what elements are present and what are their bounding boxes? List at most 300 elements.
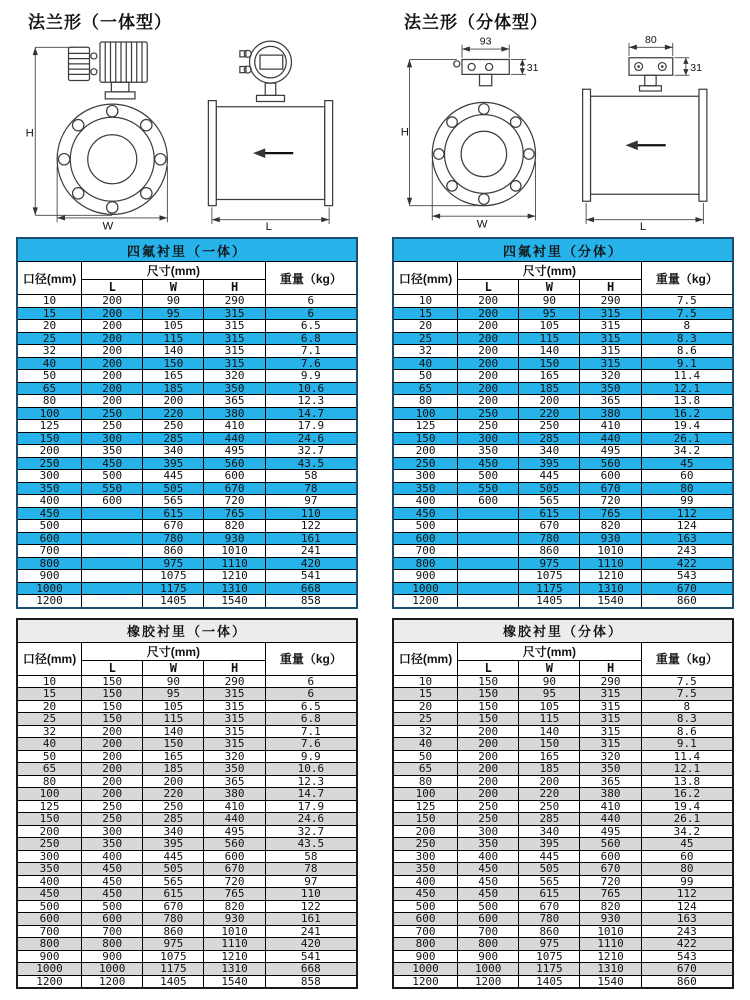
table-cell: 200 bbox=[82, 725, 143, 738]
table-cell: 250 bbox=[82, 800, 143, 813]
table-cell: 80 bbox=[641, 863, 733, 876]
table-cell: 32 bbox=[17, 725, 82, 738]
table-cell: 200 bbox=[82, 357, 143, 370]
table-cell: 820 bbox=[580, 520, 641, 533]
table-cell: 13.8 bbox=[641, 395, 733, 408]
table-row bbox=[17, 888, 357, 901]
table-rubber-integrated bbox=[16, 618, 358, 990]
table-cell: 1540 bbox=[204, 595, 265, 608]
table-cell: 315 bbox=[204, 700, 265, 713]
table-row bbox=[17, 713, 357, 726]
integrated-drawings bbox=[16, 35, 358, 233]
table-cell: 95 bbox=[519, 307, 580, 320]
table-cell: 200 bbox=[82, 750, 143, 763]
table-cell: 220 bbox=[143, 788, 204, 801]
table-cell: 220 bbox=[519, 788, 580, 801]
table-cell: 1010 bbox=[580, 925, 641, 938]
table-row bbox=[393, 750, 733, 763]
split-drawings bbox=[392, 35, 734, 233]
table-cell: 150 bbox=[519, 357, 580, 370]
table-cell: 200 bbox=[82, 320, 143, 333]
table-cell: 440 bbox=[580, 432, 641, 445]
table-cell: 1200 bbox=[82, 975, 143, 988]
table-cell: 670 bbox=[580, 482, 641, 495]
table-cell: 25 bbox=[393, 332, 458, 345]
table-cell: 600 bbox=[82, 913, 143, 926]
table-cell: 43.5 bbox=[265, 457, 357, 470]
table-row bbox=[393, 875, 733, 888]
table-cell: 315 bbox=[204, 320, 265, 333]
table-header bbox=[393, 619, 733, 676]
table-cell: 1540 bbox=[204, 975, 265, 988]
table-cell: 17.9 bbox=[265, 800, 357, 813]
table-cell: 860 bbox=[641, 595, 733, 608]
table-cell: 320 bbox=[204, 370, 265, 383]
table-cell: 25 bbox=[17, 332, 82, 345]
table-cell: 161 bbox=[265, 532, 357, 545]
table-cell: 860 bbox=[641, 975, 733, 988]
table-cell: 9.1 bbox=[641, 738, 733, 751]
table-cell: 668 bbox=[265, 963, 357, 976]
table-title: 四氟衬里（分体） bbox=[393, 238, 733, 262]
table-row bbox=[393, 470, 733, 483]
table-cell: 1200 bbox=[17, 975, 82, 988]
table-cell: 6 bbox=[265, 675, 357, 688]
table-cell: 900 bbox=[393, 570, 458, 583]
table-cell: 6.8 bbox=[265, 713, 357, 726]
table-row bbox=[393, 357, 733, 370]
table-cell: 243 bbox=[641, 545, 733, 558]
table-cell: 32.7 bbox=[265, 825, 357, 838]
table-cell: 7.1 bbox=[265, 345, 357, 358]
table-cell: 600 bbox=[82, 495, 143, 508]
dimension-93 bbox=[462, 36, 509, 58]
svg-text:W: W bbox=[476, 218, 488, 231]
table-cell: 700 bbox=[17, 925, 82, 938]
table-cell: 65 bbox=[393, 382, 458, 395]
table-cell: 900 bbox=[17, 570, 82, 583]
table-cell: 800 bbox=[17, 938, 82, 951]
table-cell: 560 bbox=[204, 457, 265, 470]
table-row bbox=[393, 825, 733, 838]
table-cell: 13.8 bbox=[641, 775, 733, 788]
table-cell: 700 bbox=[393, 545, 458, 558]
table-cell: 241 bbox=[265, 545, 357, 558]
table-row bbox=[17, 738, 357, 751]
table-cell: 220 bbox=[143, 407, 204, 420]
table-cell: 200 bbox=[393, 825, 458, 838]
table-cell: 250 bbox=[82, 420, 143, 433]
table-cell: 97 bbox=[265, 495, 357, 508]
table-cell: 300 bbox=[82, 825, 143, 838]
table-cell: 8.6 bbox=[641, 725, 733, 738]
table-cell: 450 bbox=[458, 875, 519, 888]
table-cell: 95 bbox=[143, 307, 204, 320]
table-header bbox=[17, 619, 357, 676]
table-cell: 300 bbox=[17, 850, 82, 863]
table-cell: 15 bbox=[17, 688, 82, 701]
table-cell: 320 bbox=[204, 750, 265, 763]
svg-text:H: H bbox=[400, 126, 409, 139]
table-cell: 900 bbox=[17, 950, 82, 963]
table-cell: 780 bbox=[519, 532, 580, 545]
table-cell: 550 bbox=[458, 482, 519, 495]
table-row bbox=[393, 345, 733, 358]
table-row bbox=[17, 420, 357, 433]
table-cell: 200 bbox=[458, 345, 519, 358]
table-cell: 200 bbox=[519, 775, 580, 788]
table-cell: 930 bbox=[204, 532, 265, 545]
table-cell: 1010 bbox=[204, 545, 265, 558]
table-cell: 410 bbox=[580, 420, 641, 433]
table-row bbox=[17, 495, 357, 508]
table-cell: 340 bbox=[143, 445, 204, 458]
table-cell: 9.1 bbox=[641, 357, 733, 370]
table-cell: 150 bbox=[458, 700, 519, 713]
table-cell: 163 bbox=[641, 913, 733, 926]
table-row bbox=[17, 900, 357, 913]
column-header-h: H bbox=[580, 280, 641, 295]
table-row bbox=[393, 557, 733, 570]
dimension-w bbox=[432, 161, 535, 231]
table-row bbox=[17, 532, 357, 545]
table-cell: 930 bbox=[204, 913, 265, 926]
table-cell: 200 bbox=[458, 738, 519, 751]
table-cell: 58 bbox=[265, 850, 357, 863]
table-cell: 185 bbox=[519, 763, 580, 776]
table-cell: 112 bbox=[641, 888, 733, 901]
table-row bbox=[17, 470, 357, 483]
table-cell: 505 bbox=[143, 863, 204, 876]
table-row bbox=[393, 900, 733, 913]
table-cell: 1200 bbox=[458, 975, 519, 988]
table-cell: 90 bbox=[143, 295, 204, 308]
table-cell: 90 bbox=[519, 675, 580, 688]
table-cell: 90 bbox=[143, 675, 204, 688]
table-cell: 1540 bbox=[580, 595, 641, 608]
table-cell: 315 bbox=[204, 738, 265, 751]
table-row bbox=[17, 370, 357, 383]
table-cell: 99 bbox=[641, 495, 733, 508]
table-cell: 300 bbox=[82, 432, 143, 445]
table-cell: 200 bbox=[458, 357, 519, 370]
table-row bbox=[17, 775, 357, 788]
table-row bbox=[17, 825, 357, 838]
table-cell: 800 bbox=[17, 557, 82, 570]
table-row bbox=[17, 850, 357, 863]
table-cell: 97 bbox=[265, 875, 357, 888]
table-cell: 45 bbox=[641, 838, 733, 851]
table-cell: 150 bbox=[82, 700, 143, 713]
table-cell: 200 bbox=[393, 445, 458, 458]
table-cell: 1310 bbox=[580, 582, 641, 595]
table-cell: 315 bbox=[580, 713, 641, 726]
table-row bbox=[17, 545, 357, 558]
table-cell: 185 bbox=[519, 382, 580, 395]
table-cell: 765 bbox=[580, 888, 641, 901]
table-cell: 543 bbox=[641, 570, 733, 583]
table-cell: 315 bbox=[580, 688, 641, 701]
table-cell: 670 bbox=[641, 582, 733, 595]
table-cell: 50 bbox=[17, 750, 82, 763]
column-header-l: L bbox=[82, 280, 143, 295]
table-cell: 720 bbox=[580, 875, 641, 888]
table-cell: 1210 bbox=[204, 950, 265, 963]
table-cell: 668 bbox=[265, 582, 357, 595]
table-cell: 100 bbox=[17, 788, 82, 801]
table-cell: 560 bbox=[204, 838, 265, 851]
table-cell: 185 bbox=[143, 763, 204, 776]
table-cell: 1075 bbox=[143, 950, 204, 963]
table-cell: 1175 bbox=[143, 963, 204, 976]
table-cell: 250 bbox=[17, 457, 82, 470]
table-cell: 43.5 bbox=[265, 838, 357, 851]
table-cell: 500 bbox=[458, 900, 519, 913]
table-cell: 858 bbox=[265, 975, 357, 988]
table-row bbox=[17, 763, 357, 776]
table-cell bbox=[458, 595, 519, 608]
table-cell: 550 bbox=[82, 482, 143, 495]
table-row bbox=[393, 370, 733, 383]
table-cell: 161 bbox=[265, 913, 357, 926]
svg-text:93: 93 bbox=[479, 35, 492, 48]
column-header-size: 尺寸(mm) bbox=[82, 262, 266, 280]
table-cell: 615 bbox=[143, 507, 204, 520]
table-row bbox=[393, 532, 733, 545]
table-title: 橡胶衬里（分体） bbox=[393, 619, 733, 643]
svg-text:L: L bbox=[639, 221, 647, 231]
table-cell: 250 bbox=[143, 800, 204, 813]
transmitter-converter bbox=[69, 42, 148, 99]
table-row bbox=[17, 357, 357, 370]
table-cell: 125 bbox=[17, 800, 82, 813]
table-cell bbox=[82, 507, 143, 520]
table-cell: 115 bbox=[519, 713, 580, 726]
table-row bbox=[17, 875, 357, 888]
table-cell: 670 bbox=[143, 520, 204, 533]
table-cell: 365 bbox=[580, 775, 641, 788]
column-header-w: W bbox=[519, 280, 580, 295]
table-cell: 165 bbox=[143, 750, 204, 763]
table-cell: 1310 bbox=[580, 963, 641, 976]
table-cell: 500 bbox=[393, 520, 458, 533]
junction-box bbox=[454, 60, 510, 86]
table-row bbox=[393, 570, 733, 583]
table-cell: 10.6 bbox=[265, 382, 357, 395]
table-row bbox=[17, 507, 357, 520]
table-cell: 105 bbox=[519, 320, 580, 333]
table-cell: 500 bbox=[17, 520, 82, 533]
table-cell: 200 bbox=[458, 307, 519, 320]
table-cell: 100 bbox=[17, 407, 82, 420]
table-cell: 25 bbox=[17, 713, 82, 726]
table-cell: 20 bbox=[17, 320, 82, 333]
table-cell: 150 bbox=[82, 688, 143, 701]
table-cell: 241 bbox=[265, 925, 357, 938]
table-row bbox=[393, 800, 733, 813]
table-cell: 340 bbox=[519, 445, 580, 458]
table-cell: 320 bbox=[580, 750, 641, 763]
table-cell: 32 bbox=[17, 345, 82, 358]
table-cell: 200 bbox=[519, 395, 580, 408]
table-cell: 450 bbox=[82, 888, 143, 901]
table-cell: 1000 bbox=[458, 963, 519, 976]
table-cell: 410 bbox=[204, 800, 265, 813]
table-cell: 541 bbox=[265, 570, 357, 583]
table-cell: 495 bbox=[204, 445, 265, 458]
table-cell: 700 bbox=[82, 925, 143, 938]
table-row bbox=[17, 595, 357, 608]
table-cell: 670 bbox=[519, 520, 580, 533]
table-row bbox=[393, 675, 733, 688]
table-cell: 900 bbox=[458, 950, 519, 963]
table-cell: 250 bbox=[82, 813, 143, 826]
table-cell: 200 bbox=[82, 395, 143, 408]
table-cell: 380 bbox=[204, 788, 265, 801]
table-row bbox=[17, 482, 357, 495]
table-cell: 350 bbox=[204, 763, 265, 776]
table-row bbox=[393, 838, 733, 851]
table-cell: 8 bbox=[641, 700, 733, 713]
table-cell: 250 bbox=[458, 813, 519, 826]
table-cell bbox=[458, 507, 519, 520]
table-cell: 7.5 bbox=[641, 675, 733, 688]
table-row bbox=[17, 570, 357, 583]
table-cell: 95 bbox=[143, 688, 204, 701]
table-cell: 150 bbox=[458, 713, 519, 726]
table-row bbox=[17, 963, 357, 976]
table-cell: 422 bbox=[641, 938, 733, 951]
table-cell: 165 bbox=[519, 750, 580, 763]
table-cell: 1000 bbox=[17, 963, 82, 976]
table-cell: 200 bbox=[458, 750, 519, 763]
table-cell: 615 bbox=[519, 888, 580, 901]
table-row bbox=[17, 925, 357, 938]
table-cell: 560 bbox=[580, 838, 641, 851]
table-cell: 600 bbox=[458, 495, 519, 508]
table-cell: 45 bbox=[641, 457, 733, 470]
table-row bbox=[393, 963, 733, 976]
table-cell: 300 bbox=[393, 470, 458, 483]
table-cell bbox=[458, 545, 519, 558]
table-cell: 1010 bbox=[204, 925, 265, 938]
table-cell: 12.3 bbox=[265, 395, 357, 408]
table-cell: 1310 bbox=[204, 582, 265, 595]
transmitter-head bbox=[240, 41, 292, 101]
table-row bbox=[393, 925, 733, 938]
column-header-h: H bbox=[580, 660, 641, 675]
table-cell: 615 bbox=[143, 888, 204, 901]
table-cell: 315 bbox=[580, 320, 641, 333]
right-section-title: 法兰形（分体型） bbox=[404, 13, 548, 32]
table-title: 橡胶衬里（一体） bbox=[17, 619, 357, 643]
table-row bbox=[17, 520, 357, 533]
table-row bbox=[17, 975, 357, 988]
table-cell: 40 bbox=[17, 357, 82, 370]
table-row bbox=[393, 320, 733, 333]
table-cell: 1000 bbox=[393, 963, 458, 976]
table-cell: 200 bbox=[82, 307, 143, 320]
table-row bbox=[17, 407, 357, 420]
table-cell: 250 bbox=[143, 420, 204, 433]
table-cell: 290 bbox=[204, 675, 265, 688]
table-cell: 250 bbox=[458, 800, 519, 813]
table-cell: 1405 bbox=[519, 595, 580, 608]
table-cell: 600 bbox=[580, 470, 641, 483]
table-cell: 315 bbox=[580, 345, 641, 358]
table-cell: 290 bbox=[204, 295, 265, 308]
table-cell: 12.1 bbox=[641, 382, 733, 395]
table-cell: 140 bbox=[143, 345, 204, 358]
table-cell: 350 bbox=[17, 863, 82, 876]
table-cell: 350 bbox=[82, 445, 143, 458]
table-cell: 400 bbox=[393, 875, 458, 888]
table-cell: 99 bbox=[641, 875, 733, 888]
table-cell: 60 bbox=[641, 850, 733, 863]
table-cell: 290 bbox=[580, 675, 641, 688]
table-cell bbox=[458, 582, 519, 595]
column-integrated bbox=[16, 2, 358, 989]
table-cell: 860 bbox=[519, 925, 580, 938]
table-cell: 125 bbox=[393, 800, 458, 813]
table-cell bbox=[458, 532, 519, 545]
table-cell: 200 bbox=[17, 825, 82, 838]
table-cell: 8.3 bbox=[641, 332, 733, 345]
table-cell: 6 bbox=[265, 295, 357, 308]
table-cell: 820 bbox=[580, 900, 641, 913]
table-cell: 200 bbox=[82, 763, 143, 776]
table-row bbox=[393, 913, 733, 926]
table-cell: 365 bbox=[204, 395, 265, 408]
table-cell: 670 bbox=[519, 900, 580, 913]
table-cell: 365 bbox=[204, 775, 265, 788]
table-cell: 20 bbox=[393, 320, 458, 333]
table-cell: 505 bbox=[519, 863, 580, 876]
table-cell: 7.1 bbox=[265, 725, 357, 738]
table-cell: 200 bbox=[458, 295, 519, 308]
table-cell: 1405 bbox=[143, 595, 204, 608]
table-cell: 450 bbox=[17, 888, 82, 901]
table-row bbox=[17, 345, 357, 358]
table-row bbox=[17, 950, 357, 963]
table-row bbox=[393, 432, 733, 445]
table-row bbox=[393, 938, 733, 951]
table-row bbox=[393, 445, 733, 458]
table-cell: 350 bbox=[458, 838, 519, 851]
column-header-weight: 重量（kg） bbox=[265, 262, 357, 295]
left-section-title: 法兰形（一体型） bbox=[28, 13, 172, 32]
table-cell: 80 bbox=[17, 775, 82, 788]
table-cell: 450 bbox=[82, 863, 143, 876]
table-cell: 25 bbox=[393, 713, 458, 726]
table-cell: 320 bbox=[580, 370, 641, 383]
table-cell: 930 bbox=[580, 913, 641, 926]
table-cell: 315 bbox=[204, 345, 265, 358]
table-cell: 150 bbox=[458, 688, 519, 701]
table-row bbox=[393, 788, 733, 801]
table-cell: 505 bbox=[519, 482, 580, 495]
table-row bbox=[393, 888, 733, 901]
table-cell: 10 bbox=[17, 675, 82, 688]
table-row bbox=[393, 688, 733, 701]
table-cell: 315 bbox=[580, 738, 641, 751]
table-row bbox=[17, 395, 357, 408]
table-cell: 185 bbox=[143, 382, 204, 395]
table-row bbox=[393, 950, 733, 963]
table-cell: 78 bbox=[265, 482, 357, 495]
table-cell: 110 bbox=[265, 507, 357, 520]
table-row bbox=[393, 713, 733, 726]
